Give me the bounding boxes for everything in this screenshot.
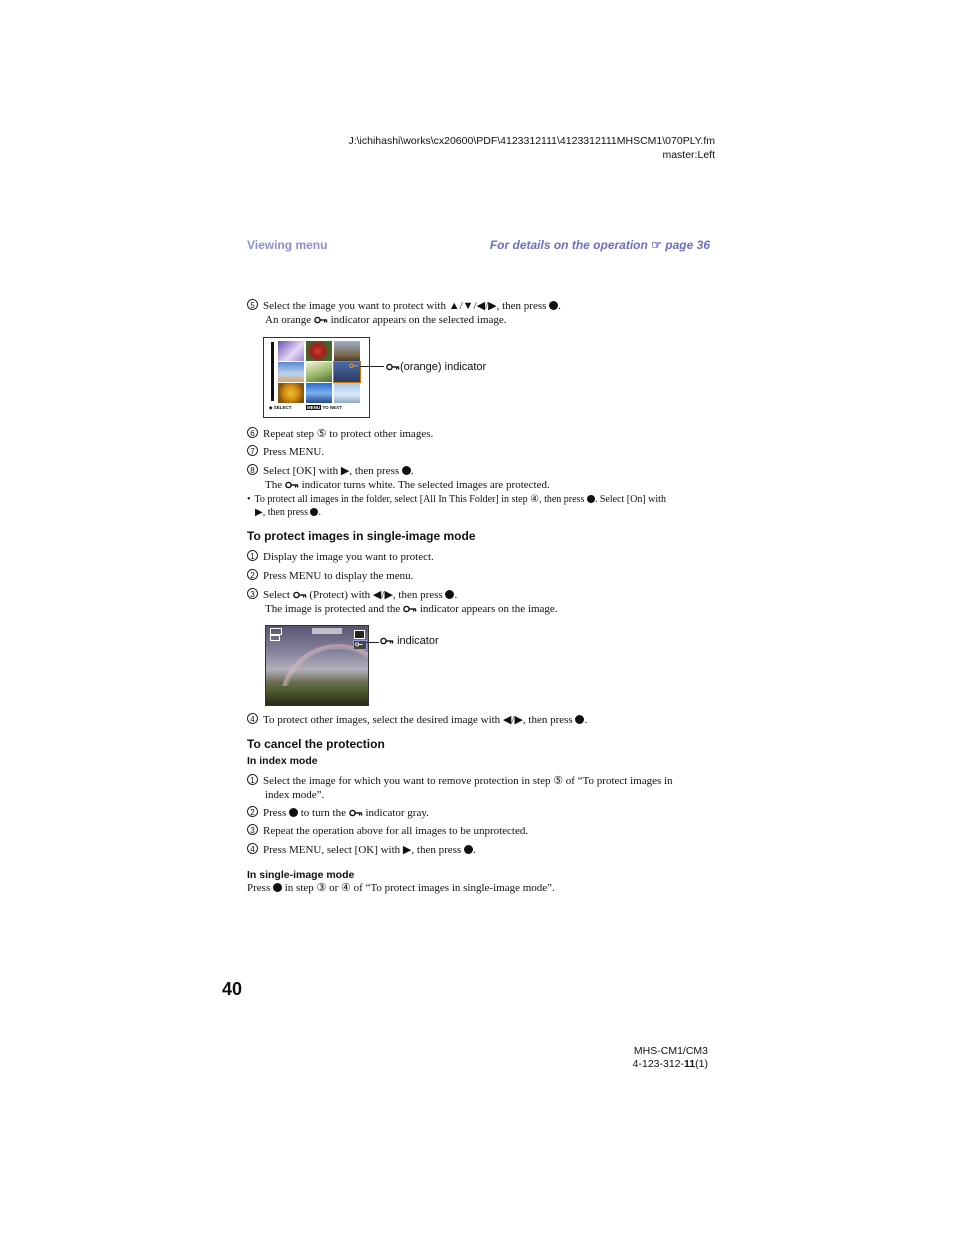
note-bullet: • To protect all images in the folder, select [All In This Folder] in step ④, then press . Select [On] with ▶, then press . bbox=[247, 494, 666, 518]
part-code bbox=[628, 1058, 708, 1071]
thumbnail bbox=[306, 383, 332, 403]
file-path: J:\ichihashi\works\cx20600\PDF\4123312111\4123312111MHSCM1\070PLY.fm bbox=[348, 135, 715, 147]
counter-readout bbox=[312, 628, 342, 634]
center-button-icon bbox=[445, 590, 454, 599]
step-text: Press MENU to display the menu. bbox=[263, 570, 414, 582]
subsection-single-mode: In single-image mode bbox=[247, 869, 355, 881]
step-text-mid: to turn the bbox=[300, 807, 346, 819]
thumbnail bbox=[306, 341, 332, 361]
step-text-post: (Protect) with ◀/▶, then press bbox=[309, 589, 443, 601]
center-button-icon bbox=[587, 495, 595, 503]
cancel-step-2 bbox=[247, 806, 712, 821]
details-prefix: For details on the operation bbox=[489, 238, 648, 252]
page-number: 40 bbox=[222, 979, 243, 999]
single-step-3: 3 Select (Protect) with ◀/▶, then press . The image is protected and the indicator appears on the image. bbox=[247, 588, 712, 616]
battery-icon bbox=[270, 628, 282, 635]
center-button-icon bbox=[464, 845, 473, 854]
section-header: Viewing menu bbox=[247, 238, 328, 252]
single-step-4: 4 To protect other images, select the desired image with ◀/▶, then press . bbox=[247, 713, 712, 728]
details-reference bbox=[490, 238, 710, 252]
step-text-post: indicator gray. bbox=[365, 807, 429, 819]
file-header bbox=[348, 134, 715, 162]
protect-key-icon bbox=[285, 481, 299, 489]
lcd-select-label: ◆ SELECT bbox=[269, 405, 292, 410]
step-number: 5 bbox=[247, 299, 258, 310]
callout-text: indicator bbox=[397, 635, 439, 647]
lcd-next-label: MENU TO NEXT bbox=[307, 405, 342, 410]
step-number: 8 bbox=[247, 464, 258, 475]
details-page: page 36 bbox=[665, 238, 710, 252]
step-number: 3 bbox=[247, 588, 258, 599]
cont-pre: The bbox=[265, 478, 283, 491]
cont-post: indicator turns white. The selected images are protected. bbox=[301, 478, 550, 491]
text-post: in step ③ or ④ of “To protect images in single-image mode”. bbox=[284, 882, 555, 894]
model-number: MHS-CM1/CM3 bbox=[633, 1045, 708, 1057]
cancel-step-3 bbox=[247, 824, 712, 839]
step-text: Repeat the operation above for all images to be unprotected. bbox=[263, 825, 529, 837]
step-text: Select the image for which you want to remove protection in step ⑤ of “To protect images in bbox=[263, 775, 673, 787]
step-continuation: index mode”. bbox=[265, 788, 325, 801]
center-button-icon bbox=[549, 301, 558, 310]
single-step-2 bbox=[247, 569, 712, 584]
lcd-left-text: SELECT bbox=[273, 405, 292, 410]
protect-key-icon bbox=[293, 591, 307, 599]
single-step-1 bbox=[247, 550, 712, 565]
center-button-icon bbox=[402, 466, 411, 475]
section-title-cancel: To cancel the protection bbox=[247, 737, 385, 751]
protect-key-icon bbox=[349, 363, 359, 370]
step-number: 2 bbox=[247, 806, 258, 817]
note-line2: ▶, then press bbox=[255, 506, 308, 518]
step-number: 4 bbox=[247, 843, 258, 854]
thumbnail bbox=[334, 341, 360, 361]
protect-key-icon bbox=[355, 642, 365, 648]
center-button-icon bbox=[273, 883, 282, 892]
indicator-callout bbox=[380, 635, 439, 647]
step-text-pre: Select bbox=[263, 589, 290, 601]
step-continuation bbox=[247, 314, 712, 328]
step-text: Press MENU, select [OK] with ▶, then press bbox=[263, 844, 462, 856]
step-text-pre: Press bbox=[263, 807, 287, 819]
ground-strip bbox=[266, 686, 368, 705]
callout-line bbox=[366, 642, 379, 643]
subsection-index-mode: In index mode bbox=[247, 755, 318, 767]
single-mode-instruction bbox=[247, 882, 712, 896]
thumbnail bbox=[278, 362, 304, 382]
step-number: 2 bbox=[247, 569, 258, 580]
protect-key-icon bbox=[314, 316, 328, 324]
master-label: master:Left bbox=[662, 149, 715, 161]
code-post: (1) bbox=[695, 1058, 708, 1070]
section-title-single: To protect images in single-image mode bbox=[247, 529, 476, 543]
lcd-right-text: TO NEXT bbox=[322, 405, 342, 410]
code-pre: 4-123-312- bbox=[632, 1058, 685, 1070]
cont-pre: The image is protected and the bbox=[265, 602, 401, 615]
cont-post: indicator appears on the selected image. bbox=[330, 313, 507, 326]
step-text: Press MENU. bbox=[263, 446, 325, 458]
step-number: 3 bbox=[247, 824, 258, 835]
pointing-hand-icon: ☞ bbox=[651, 238, 662, 252]
step-text: Repeat step ⑤ to protect other images. bbox=[263, 428, 434, 440]
step-number: 1 bbox=[247, 550, 258, 561]
thumbnail bbox=[334, 383, 360, 403]
step-number: 4 bbox=[247, 713, 258, 724]
protect-key-icon bbox=[380, 637, 394, 645]
step-text: Select [OK] with ▶, then press bbox=[263, 465, 400, 477]
step-text: To protect other images, select the desired image with ◀/▶, then press bbox=[263, 714, 573, 726]
thumbnail bbox=[278, 341, 304, 361]
step-5: 5 Select the image you want to protect with ▲/▼/◀/▶, then press . An orange indicator appears on the selected image. bbox=[247, 299, 712, 327]
cont-pre: An orange bbox=[265, 313, 312, 326]
step-number: 7 bbox=[247, 445, 258, 456]
step-number: 1 bbox=[247, 774, 258, 785]
protect-key-icon bbox=[386, 363, 400, 371]
folder-icon bbox=[270, 635, 280, 641]
code-bold: 11 bbox=[684, 1058, 696, 1070]
center-button-icon bbox=[575, 715, 584, 724]
step-text: Select the image you want to protect with ▲/▼/◀/▶, then press bbox=[263, 300, 547, 312]
note-line1: To protect all images in the folder, select [All In This Folder] in step ④, then press bbox=[254, 494, 585, 505]
thumbnail bbox=[278, 383, 304, 403]
text-pre: Press bbox=[247, 882, 271, 894]
index-scrollbar bbox=[271, 342, 274, 401]
protect-key-icon bbox=[349, 809, 363, 817]
orange-indicator-callout bbox=[386, 361, 486, 373]
center-button-icon bbox=[310, 508, 318, 516]
center-button-icon bbox=[289, 808, 298, 817]
note-line1b: . Select [On] with bbox=[594, 494, 666, 505]
footer bbox=[628, 1045, 708, 1071]
step-continuation bbox=[247, 479, 712, 493]
thumbnail-selected bbox=[334, 362, 360, 382]
cancel-step-1 bbox=[247, 774, 712, 802]
step-number: 6 bbox=[247, 427, 258, 438]
single-image-figure bbox=[265, 625, 369, 706]
step-6 bbox=[247, 427, 712, 442]
thumbnail bbox=[306, 362, 332, 382]
cont-post: indicator appears on the image. bbox=[419, 602, 558, 615]
step-7 bbox=[247, 445, 712, 460]
protect-indicator-box bbox=[353, 640, 367, 650]
index-screen-figure bbox=[263, 337, 370, 418]
step-8: 8 Select [OK] with ▶, then press . The indicator turns white. The selected images are protected. bbox=[247, 464, 712, 492]
step-text: Display the image you want to protect. bbox=[263, 551, 434, 563]
cancel-step-4: 4 Press MENU, select [OK] with ▶, then press . bbox=[247, 843, 712, 858]
protect-key-icon bbox=[403, 605, 417, 613]
index-thumbnails bbox=[278, 341, 362, 403]
callout-line bbox=[360, 366, 384, 367]
callout-text: (orange) indicator bbox=[400, 361, 487, 373]
display-mode-icon bbox=[354, 630, 365, 639]
